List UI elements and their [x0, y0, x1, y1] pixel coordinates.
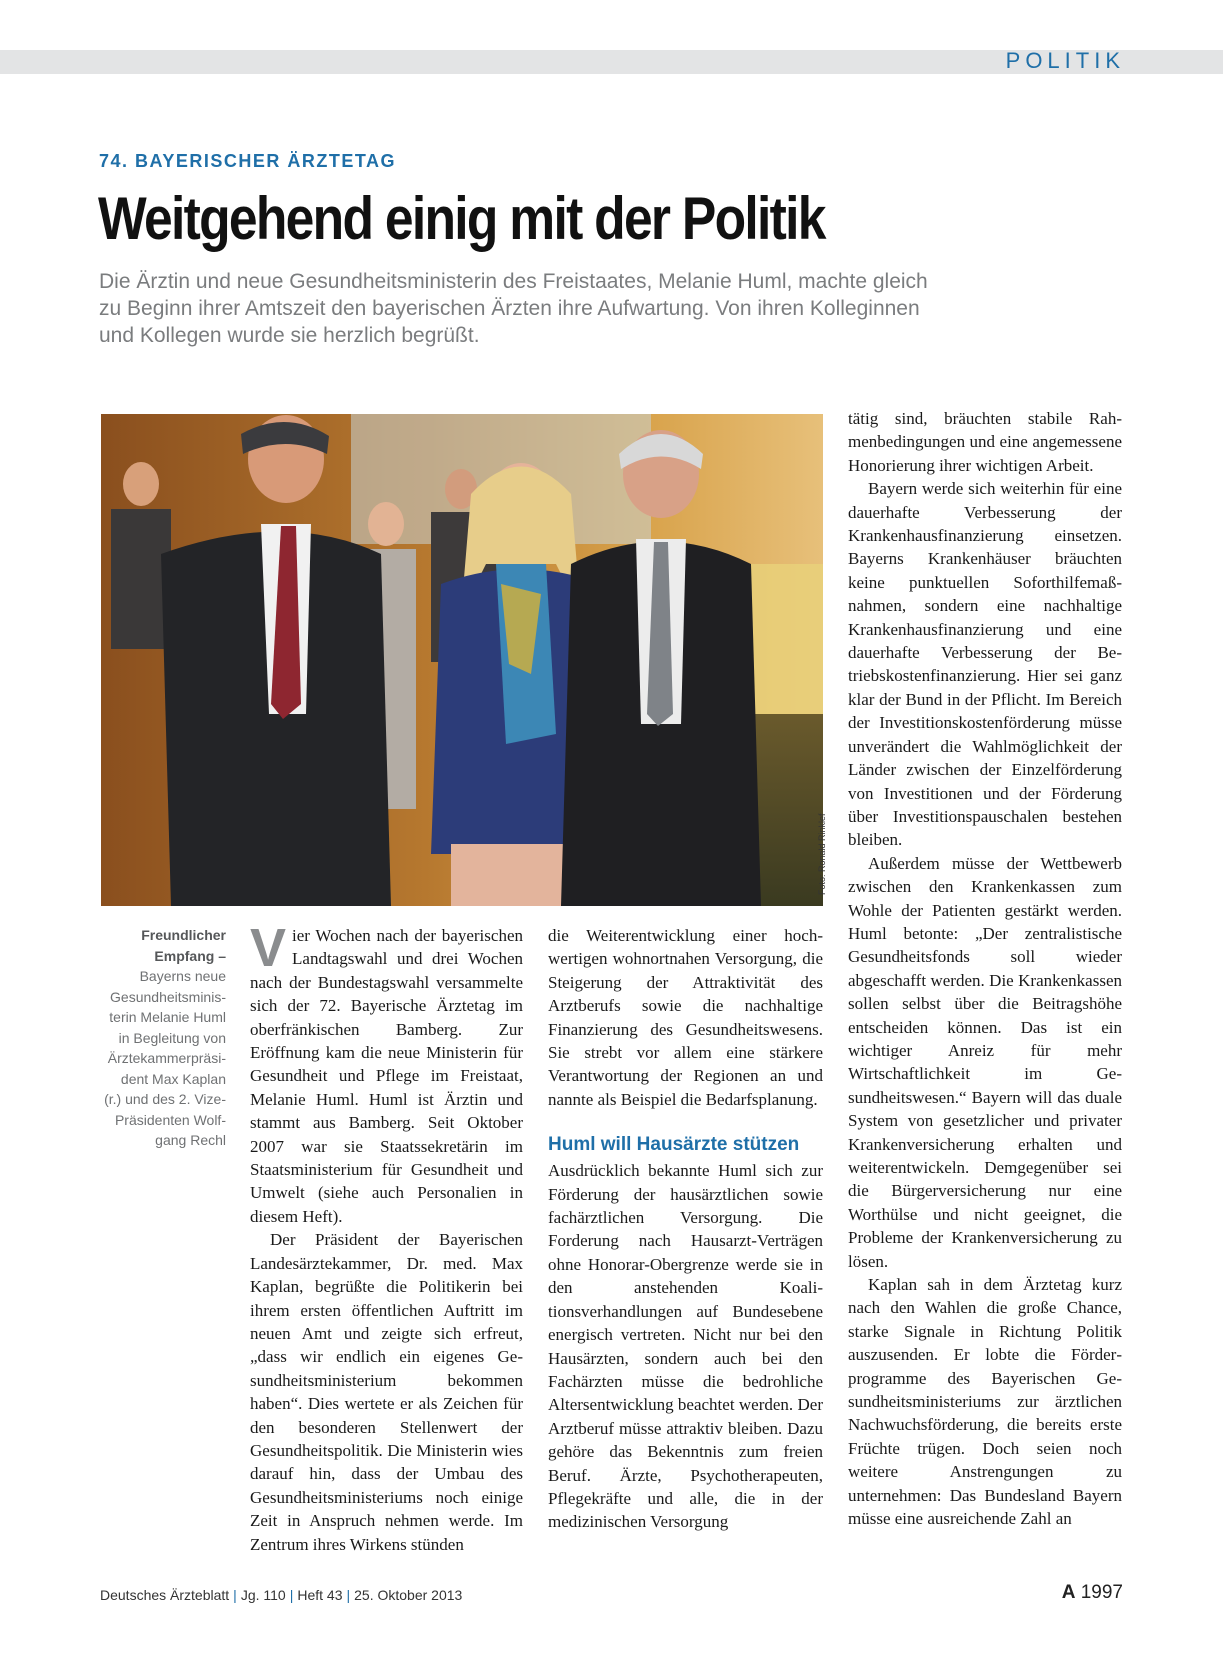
article-photo: [101, 414, 823, 906]
paragraph: Kaplan sah in dem Ärztetag kurz nach den Wahlen die große Chance, starke Signale in Richtung Politik auszusenden. Er lobte die Förderprogramme des Bayerischen Gesundheitsministeriums zur ärztlichen Nachwuchsförderung, die bereits erste Früchte trügen. Doch seien noch weitere Anstrengungen zu unternehmen: Das Bundesland Bayern müsse eine ausreichende Zahl an: [848, 1275, 1122, 1529]
paragraph: Der Präsident der Bayerischen Landesärztekammer, Dr. med. Max Kaplan, begrüßte die Politikerin bei ihrem ersten öffentlichen Auftritt im neuen Amt und zeigte sich erfreut, „dass wir endlich ein eigenes Gesundheitsministerium bekommen haben“. Dies wertete er als Zeichen für den besonderen Stellenwert der Gesundheitspolitik. Die Ministerin wies darauf hin, dass der Umbau des Gesundheitsministeriums noch einige Zeit in Anspruch nehmen werde. Im Zentrum ihres Wirkens stünden: [250, 1230, 523, 1554]
article-headline: Weitgehend einig mit der Politik: [98, 185, 825, 252]
paragraph: Bayern werde sich weiterhin für eine dauerhafte Verbesserung der Krankenhausfinanzierung einsetzen. Bayerns Krankenhäuser bräuchten keine punktuellen Soforthilfemaßnahmen, sondern eine nachhaltige Krankenhausfinanzierung und eine dauerhafte Verbesserung der Betriebskostenfinanzierung. Hier sei ganz klar der Bund in der Pflicht. Im Bereich der Investitionskostenförderung müsse unverändert die Wahlmöglichkeit der Länder zwischen der Einzelförderung von Investitionen und der Förderung über Investitionspauschalen bestehen bleiben.: [848, 479, 1122, 850]
footer-citation: Deutsches Ärzteblatt | Jg. 110 | Heft 43 | 25. Oktober 2013: [100, 1587, 463, 1603]
journal-name: Deutsches Ärzteblatt: [100, 1587, 230, 1603]
article-subhead: Huml will Hausärzte stützen: [548, 1134, 800, 1156]
article-lead: [99, 268, 1039, 349]
article-column-1: [250, 918, 523, 1556]
issue-date: 25. Oktober 2013: [354, 1587, 463, 1603]
paragraph: Vier Wochen nach der bayerischen Landtagswahl und drei Wochen nach der Bundestagswahl versammelte sich der 72. Bayerische Ärztetag im oberfränkischen Bamberg. Zur Eröffnung kam die neue Ministerin für Gesundheit und Pflege im Freistaat, Melanie Huml. Huml ist Ärztin und stammt aus Bamberg. Seit Oktober 2007 war sie Staatssekretärin im Staatsministerium für Gesundheit und Umwelt (siehe auch Personalien in diesem Heft).: [250, 918, 523, 1226]
paragraph: Außerdem müsse der Wettbewerb zwischen den Krankenkassen zum Wohle der Patienten gestärkt werden. Huml betonte: „Der zentralistische Gesundheitsfonds soll wieder abgeschafft werden. Die Krankenkassen sollen selbst über die Beitragshöhe entscheiden können. Das ist ein wichtiger Anreiz für mehr Wirtschaftlichkeit im Gesundheitswesen.“ Bayern will das duale System von gesetzlicher und privater Krankenversicherung erhalten und weiterentwickeln. Demgegenüber sei die Bürgerversicherung nur eine Worthülse und nicht geeignet, die Probleme der Krankenversicherung zu lösen.: [848, 853, 1122, 1271]
article-kicker: 74. BAYERISCHER ÄRZTETAG: [99, 151, 397, 171]
article-column-2: [548, 924, 823, 1534]
paragraph: Ausdrücklich bekannte Huml sich zur Förderung der hausärztlichen sowie fachärztlichen Versorgung. Die Forderung nach Hausarzt-Verträgen ohne Honorar-Obergrenze werde sie in den anstehenden Koalitionsverhandlungen auf Bundesebene energisch vertreten. Nicht nur bei den Hausärzten, sondern auch bei den Fachärzten müsse die bedrohliche Altersentwicklung beachtet werden. Der Arztberuf müsse attraktiv bleiben. Dazu gehöre das Bekenntnis zum freien Beruf. Ärzte, Psychotherapeuten, Pflegekräfte und alle, die in der medizinischen Versorgung: [548, 1161, 823, 1532]
lead-line: zu Beginn ihrer Amtszeit den bayerischen Ärzten ihre Aufwartung. Von ihren Kolleginnen: [99, 297, 920, 320]
article-column-3: [848, 407, 1122, 1531]
lead-line: Die Ärztin und neue Gesundheitsministerin des Freistaates, Melanie Huml, machte gleich: [99, 270, 928, 293]
page-prefix: A: [1061, 1582, 1076, 1603]
photo-credit: Foto: Ronald Rinklef: [817, 813, 827, 895]
paragraph: tätig sind, bräuchten stabile Rahmenbedingungen und eine angemessene Honorierung ihrer wichtigen Arbeit.: [848, 409, 1122, 475]
page-number-value: 1997: [1080, 1582, 1123, 1603]
page-number: [1062, 1582, 1123, 1604]
paragraph: die Weiterentwicklung einer hochwertigen wohnortnahen Versorgung, die Steigerung der Attraktivität des Arztberufs sowie die nachhaltige Finanzierung des Gesundheitswesens. Sie strebt vor allem eine stärkere Verantwortung der Regionen an und nannte als Beispiel die Bedarfsplanung.: [548, 926, 823, 1109]
section-label: POLITIK: [1005, 48, 1125, 73]
lead-line: und Kollegen wurde sie herzlich begrüßt.: [99, 324, 480, 347]
journal-volume: Jg. 110: [240, 1587, 286, 1603]
caption-text: Bayerns neue Gesundheitsministerin Melanie Huml in Begleitung von Ärztekammerpräsident Max Kaplan (r.) und des 2. VizePräsidenten Wolfgang Rechl: [104, 968, 226, 1148]
caption-title: Freundlicher Empfang –: [141, 927, 226, 964]
drop-cap: V: [250, 918, 287, 978]
journal-issue: Heft 43: [297, 1587, 343, 1603]
photo-caption: [100, 925, 226, 1151]
